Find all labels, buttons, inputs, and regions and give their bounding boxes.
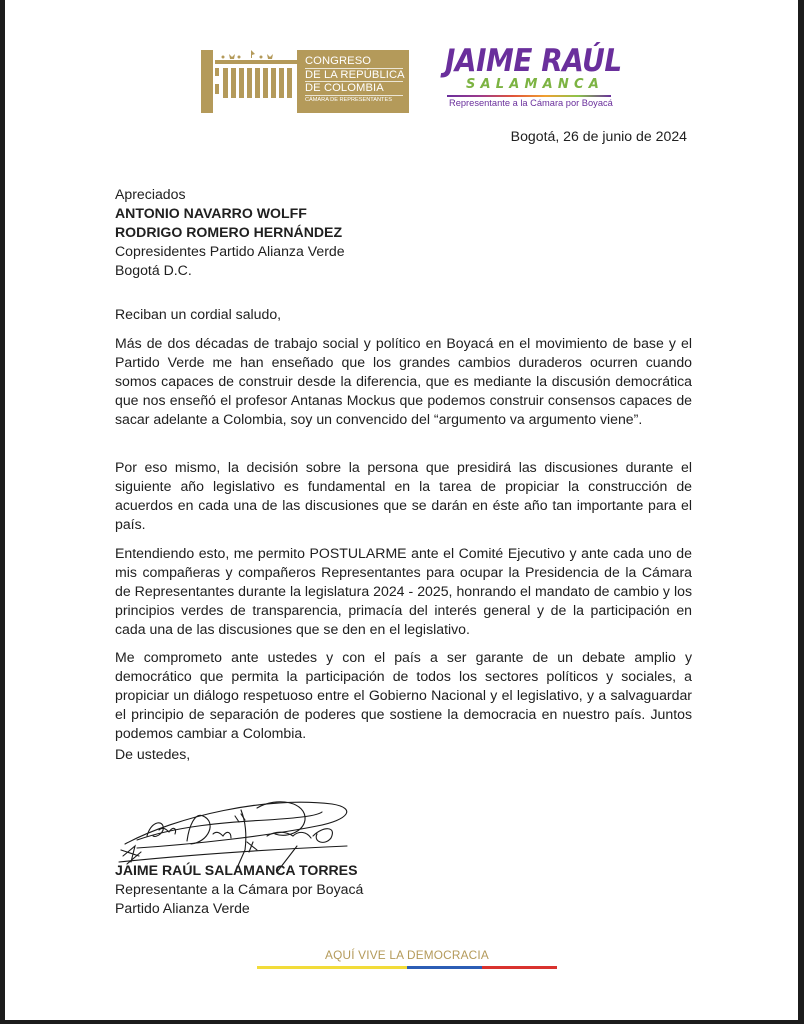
flag-red-stripe	[482, 966, 557, 969]
recipient-role: Copresidentes Partido Alianza Verde	[115, 243, 345, 259]
logo-line: CONGRESO	[305, 55, 403, 69]
flag-yellow-stripe	[257, 966, 407, 969]
letter-page	[5, 0, 798, 1020]
body-paragraph: Más de dos décadas de trabajo social y político en Boyacá en el movimiento de base y el Partido Verde me han enseñado que los grandes cambios duraderos ocurren cuando somos capaces de construir desde la diferencia, que es mediante la discusión democrática que nos enseñó el profesor Antanas Mockus que podemos construir consensos capaces de sacar adelante a Colombia, soy un convencido del “argumento va argumento viene”.	[115, 335, 692, 427]
campaign-logo-rule	[447, 95, 611, 97]
logo-line: DE LA REPÚBLICA	[305, 68, 405, 81]
flag-blue-stripe	[407, 966, 482, 969]
signer-name: JAIME RAÚL SALAMANCA TORRES	[115, 862, 358, 878]
logo-line: DE COLOMBIA	[305, 82, 403, 96]
congreso-logo	[201, 50, 409, 113]
body-paragraph: Por eso mismo, la decisión sobre la persona que presidirá las discusiones durante el siguiente año legislativo es fundamental en la tarea de propiciar la construcción de acuerdos en cada una de las discusiones que se darán en éste año tan importante para el país.	[115, 459, 692, 532]
logo-line: CÁMARA DE REPRESENTANTES	[305, 96, 392, 103]
signer-party: Partido Alianza Verde	[115, 900, 250, 916]
recipient-greeting: Apreciados	[115, 186, 186, 202]
recipient-block	[115, 185, 345, 280]
salutation: Reciban un cordial saludo,	[115, 306, 282, 322]
capitol-building-icon	[201, 50, 297, 113]
closing: De ustedes,	[115, 746, 191, 762]
colombia-flag-stripe	[257, 966, 557, 969]
congreso-wordmark	[297, 50, 409, 113]
campaign-logo-name: JAIME RAÚL	[445, 43, 622, 79]
letter-date: Bogotá, 26 de junio de 2024	[510, 128, 687, 144]
recipient-name: ANTONIO NAVARRO WOLFF	[115, 205, 307, 221]
campaign-logo-surname: SALAMANCA	[465, 77, 605, 92]
signer-block	[115, 861, 363, 918]
body-paragraph: Entendiendo esto, me permito POSTULARME ante el Comité Ejecutivo y ante cada uno de mis compañeras y compañeros Representantes para ocupar la Presidencia de la Cámara de Representantes durante la legislatura 2024 - 2025, honrando el mandato de cambio y los principios verdes de transparencia, primacía del interés general y de la participación en cada una de las discusiones que se den en el legislativo.	[115, 545, 692, 637]
recipient-name: RODRIGO ROMERO HERNÁNDEZ	[115, 224, 343, 240]
recipient-city: Bogotá D.C.	[115, 262, 192, 278]
footer-slogan: AQUÍ VIVE LA DEMOCRACIA	[325, 948, 489, 962]
campaign-logo	[445, 43, 622, 109]
body-paragraph: Me comprometo ante ustedes y con el país a ser garante de un debate amplio y democrático que permita la participación de todos los sectores políticos y sociales, a propiciar un diálogo respetuoso entre el Gobierno Nacional y el legislativo, y a salvaguardar el principio de separación de poderes que sostiene la democracia en nuestro país. Juntos podemos cambiar a Colombia.	[115, 649, 692, 741]
signer-title: Representante a la Cámara por Boyacá	[115, 881, 364, 897]
campaign-logo-tagline: Representante a la Cámara por Boyacá	[449, 98, 613, 108]
footer	[252, 948, 562, 969]
